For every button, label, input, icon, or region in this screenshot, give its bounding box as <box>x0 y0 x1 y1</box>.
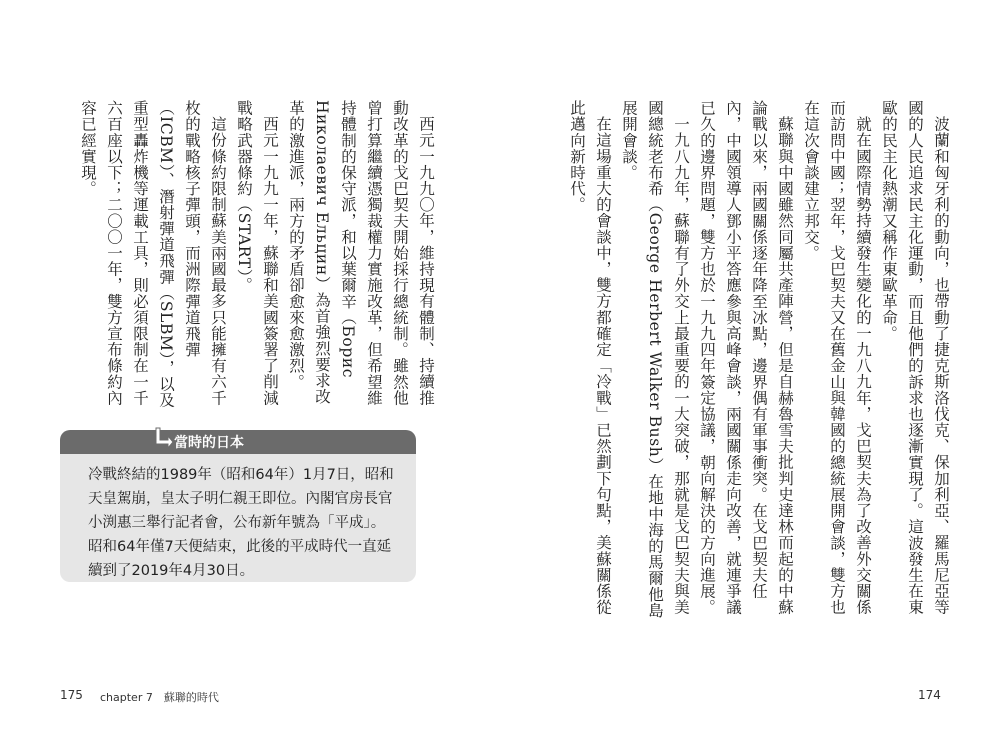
right-paragraph-4: 一九八九年，蘇聯有了外交上最重要的一大突破，那就是戈巴契夫與美國總統老布希（George Herbert Walker Bush）在地中海的馬爾他島展開會談。 <box>620 100 690 619</box>
chapter-label: chapter 7 蘇聯的時代 <box>100 691 219 704</box>
sidebar-line: 冷戰終結的1989年（昭和64年）1月7日，昭和 <box>88 467 394 483</box>
right-paragraph-5: 在這場重大的會談中，雙方都確定「冷戰」已然劃下句點，美蘇關係從此邁向新時代。 <box>568 100 612 615</box>
left-paragraph-3: 這份條約限制蘇美兩國最多只能擁有六千枚的戰略核子彈頭，而洲際彈道飛彈（ICBM）、潛射彈道飛彈（SLBM），以及重型轟炸機等運載工具，則必須限制在一千六百座以下；二〇〇一年，雙方宣布條約內容已經實現。 <box>79 100 227 409</box>
sidebar-body <box>60 454 416 582</box>
left-paragraph-2: 西元一九九一年，蘇聯和美國簽署了削減戰略武器條約（START）。 <box>235 100 279 406</box>
page-number-right: 174 <box>918 688 941 702</box>
sidebar-line: 天皇駕崩，皇太子明仁親王即位。內閣官房長官 <box>88 491 393 507</box>
sidebar-line: 小渕惠三舉行記者會，公布新年號為「平成」。 <box>88 515 386 531</box>
sidebar-title: 當時的日本 <box>174 435 244 451</box>
sidebar-line: 續到了2019年4月30日。 <box>88 563 255 579</box>
left-paragraph-1: 西元一九九〇年，維持現有體制、持續推動改革的戈巴契夫開始採行總統制。雖然他曾打算繼續憑獨裁權力實施改革，但希望維持體制的保守派，和以葉爾辛（Борис Николаевич Ельцин）為首強烈要求改革的激進派，兩方的矛盾卻愈來愈激烈。 <box>287 100 435 406</box>
sidebar-box <box>60 430 416 582</box>
right-paragraph-1: 波蘭和匈牙利的動向，也帶動了捷克斯洛伐克、保加利亞、羅馬尼亞等國的人民追求民主化運動，而且他們的訴求也逐漸實現了。這波發生在東歐的民主化熱潮又稱作東歐革命。 <box>880 100 950 616</box>
sidebar-line: 昭和64年僅7天便結束，此後的平成時代一直延 <box>88 539 392 555</box>
page-number-left: 175 <box>60 688 83 702</box>
right-paragraph-2: 就在國際情勢持續發生變化的一九八九年，戈巴契夫為了改善外交關係而訪問中國；翌年，戈巴契夫又在舊金山與韓國的總統展開會談，雙方也在這次會談建立邦交。 <box>802 100 872 616</box>
right-page-body <box>568 100 954 620</box>
right-paragraph-3: 蘇聯與中國雖然同屬共產陣營，但是自赫魯雪夫批判史達林而起的中蘇論戰以來，兩國關係逐年降至冰點，邊界偶有軍事衝突。在戈巴契夫任內，中國領導人鄧小平答應參與高峰會談，兩國關係走向改善，就連爭議已久的邊界問題，雙方也於一九九四年簽定協議，朝向解決的方向進展。 <box>698 100 794 616</box>
sidebar-header <box>60 430 416 454</box>
left-page-body <box>79 100 439 420</box>
pointing-hand-icon <box>152 426 174 452</box>
